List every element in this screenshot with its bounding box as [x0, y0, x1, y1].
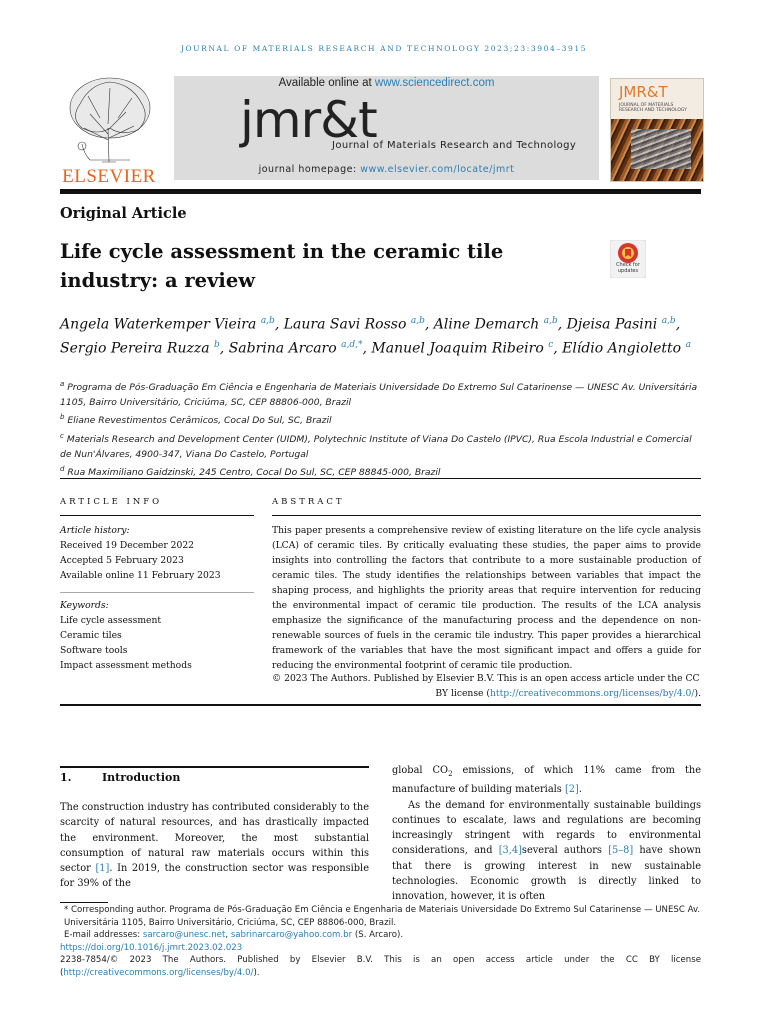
author-separator: ,	[219, 340, 229, 357]
section-number: 1.	[60, 771, 72, 784]
affiliation-key: c	[60, 431, 64, 440]
author-affiliation-marker[interactable]: a,b	[661, 316, 676, 326]
footnote-rule	[60, 902, 108, 903]
elsevier-wordmark: ELSEVIER	[62, 166, 156, 187]
author-name: Sabrina Arcaro	[228, 340, 342, 357]
cover-image-overlay	[631, 129, 691, 169]
author-affiliation-marker[interactable]: a,b	[543, 316, 558, 326]
jmrt-logo: jmr&t	[240, 91, 377, 149]
email-link[interactable]: sabrinarcaro@yahoo.com.br	[230, 930, 353, 941]
affiliation-item	[60, 410, 700, 428]
article-type: Original Article	[60, 205, 187, 222]
affiliation-key: b	[60, 413, 65, 422]
author-name: Aline Demarch	[433, 316, 544, 333]
available-online	[174, 77, 599, 89]
author-name: Djeisa Pasini	[566, 316, 662, 333]
keywords	[60, 598, 254, 673]
header-rule	[60, 189, 701, 194]
email-suffix: (S. Arcaro).	[352, 930, 404, 941]
cover-title: JMR&T	[619, 83, 668, 101]
section-title: Introduction	[102, 771, 181, 784]
license-suffix: ).	[253, 967, 260, 978]
section-rule	[60, 704, 701, 706]
author-separator: ,	[424, 316, 434, 333]
citation-link[interactable]: [2]	[564, 784, 579, 796]
affiliation-key: a	[60, 380, 65, 388]
abstract-rule	[272, 515, 701, 516]
sciencedirect-link[interactable]: www.sciencedirect.com	[374, 77, 495, 89]
available-date: Available online 11 February 2023	[60, 570, 221, 581]
keyword-item: Ceramic tiles	[60, 630, 122, 641]
article-info-heading: ARTICLE INFO	[60, 497, 163, 507]
paper-title: Life cycle assessment in the ceramic tile industry: a review	[60, 240, 504, 292]
affiliations	[60, 377, 700, 480]
affiliation-text: Programa de Pós-Graduação Em Ciência e Engenharia de Materiais Universidade Do Extremo Sul Catarinense — UNESC Av. Universitária 1105, Bairro Universitário, Criciúma, SC, CEP 88806-000, Brazil	[60, 382, 698, 409]
section-rule	[60, 478, 701, 479]
footnotes	[60, 904, 701, 980]
author-affiliation-marker[interactable]: a,d,*	[341, 339, 363, 350]
doi-link[interactable]: https://doi.org/10.1016/j.jmrt.2023.02.023	[60, 942, 243, 953]
available-online-label: Available online at	[278, 77, 375, 89]
license-suffix: ).	[694, 688, 701, 699]
keyword-item: Impact assessment methods	[60, 660, 192, 671]
author-separator: ,	[557, 316, 567, 333]
keywords-rule	[60, 592, 254, 593]
author-separator: ,	[362, 340, 372, 357]
journal-banner	[174, 76, 599, 180]
abstract-heading: ABSTRACT	[272, 497, 345, 507]
introduction-heading	[60, 771, 180, 784]
author-name: Manuel Joaquim Ribeiro	[371, 340, 549, 357]
author-affiliation-marker[interactable]: a	[685, 339, 691, 350]
journal-homepage	[174, 164, 599, 175]
body-column-left	[60, 800, 369, 892]
email-link[interactable]: sarcaro@unesc.net	[142, 930, 226, 941]
paragraph	[392, 765, 701, 795]
paragraph-text: several authors	[521, 845, 609, 857]
license-link[interactable]: http://creativecommons.org/licenses/by/4.0/	[63, 967, 254, 978]
paragraph-text: The construction industry has contributed considerably to the scarcity of natural resources, and has drastically impacted the environment. Moreover, the most substantial consumption of natural raw materials occurs within this sector	[60, 802, 369, 875]
author-affiliation-marker[interactable]: a,b	[260, 316, 275, 326]
article-info-rule	[60, 515, 254, 516]
received-date: Received 19 December 2022	[60, 540, 195, 551]
body-column-right	[392, 763, 701, 905]
abstract-copyright	[272, 671, 701, 701]
affiliation-item	[60, 377, 700, 410]
affiliation-text: Materials Research and Development Center (UIDM), Polytechnic Institute of Viana Do Castelo (IPVC), Rua Escola Industrial e Comercial de Nun'Álvares, 4900-347, Viana Do Castelo, Portugal	[60, 433, 692, 460]
article-history	[60, 523, 254, 583]
license-prefix: 2238-7854/© 2023 The Authors. Published by Elsevier B.V. This is an open access article under the CC BY license (	[60, 955, 701, 978]
cover-subtitle: JOURNAL OF MATERIALS RESEARCH AND TECHNOLOGY	[619, 103, 687, 113]
author-name: Elídio Angioletto	[562, 340, 686, 357]
author-list	[60, 311, 700, 358]
email-addresses	[60, 929, 701, 942]
paragraph-text: have shown that there is growing interest in new sustainable technologies. Economic growth is directly linked to innovation, however, it is often	[392, 845, 701, 903]
check-for-updates-label[interactable]: Check for updates	[616, 262, 640, 274]
paragraph-text: global CO	[392, 765, 449, 776]
author-name: Angela Waterkemper Vieira	[60, 316, 261, 333]
email-separator: ,	[225, 930, 231, 941]
affiliation-text: Rua Maximiliano Gaidzinski, 245 Centro, Cocal Do Sul, SC, CEP 88845-000, Brazil	[64, 467, 441, 479]
abstract-text: This paper presents a comprehensive review of existing literature on the life cycle analysis (LCA) of ceramic tiles. By critically evaluating these studies, the paper aims to provide insights into controlling the factors that contribute to a more sustainable production of ceramic tiles. The study identifies the relationships between variables that impact the shaping process, and highlights the priority areas that require intervention for reducing the environmental impact of ceramic tile production. The results of the LCA analysis emphasize the significance of the manufacturing process and the dependence on non-renewable sources of fuels in the ceramic tile industry. This paper provides a hierarchical framework of the variables that have the most significant impact and offers a guide for reducing the environmental footprint of ceramic tile production.	[272, 525, 701, 671]
affiliation-text: Eliane Revestimentos Cerâmicos, Cocal Do Sul, SC, Brazil	[64, 415, 332, 427]
author-separator: ,	[274, 316, 284, 333]
author-name: Laura Savi Rosso	[283, 316, 411, 333]
author-name: Sergio Pereira Ruzza	[60, 340, 215, 357]
author-affiliation-marker[interactable]: c	[548, 339, 554, 350]
subscript: 2	[448, 769, 453, 778]
copyright-line: © 2023 The Authors. Published by Elsevier B.V. This is an open access article under the CC	[272, 673, 700, 684]
running-header: JOURNAL OF MATERIALS RESEARCH AND TECHNOLOGY 2023;23:3904–3915	[180, 44, 588, 53]
journal-full-name: Journal of Materials Research and Technology	[332, 140, 577, 151]
keywords-label: Keywords:	[60, 600, 109, 611]
paragraph-text: emissions, of which 11% came from the manufacture of building materials	[392, 765, 701, 796]
license-note	[60, 954, 701, 979]
affiliation-key: d	[60, 465, 65, 474]
citation-link[interactable]: [5–8]	[608, 845, 634, 857]
homepage-label: journal homepage:	[258, 164, 361, 175]
history-label: Article history:	[60, 525, 130, 536]
paragraph-text: .	[578, 784, 582, 796]
copyright-license	[272, 686, 701, 701]
email-label: E-mail addresses:	[64, 930, 143, 941]
paragraph	[392, 798, 701, 905]
license-prefix: BY license (	[435, 688, 490, 699]
journal-cover-thumbnail	[610, 78, 704, 182]
citation-link[interactable]: [1]	[95, 863, 110, 875]
homepage-link[interactable]: www.elsevier.com/locate/jmrt	[360, 164, 515, 175]
corresponding-author-note: * Corresponding author. Programa de Pós-Graduação Em Ciência e Engenharia de Materiais Universidade Do Extremo Sul Catarinense — UNESC Av. Universitária 1105, Bairro Universitário, Criciúma, SC, CEP 88806-000, Brazil.	[64, 905, 701, 928]
keyword-item: Life cycle assessment	[60, 615, 162, 626]
author-separator: ,	[553, 340, 563, 357]
author-separator: ,	[675, 316, 681, 333]
paragraph-text: . In 2019, the construction sector was responsible for 39% of the	[60, 863, 369, 890]
license-link[interactable]: http://creativecommons.org/licenses/by/4.0/	[490, 688, 695, 699]
keyword-item: Software tools	[60, 645, 128, 656]
paragraph-text: As the demand for environmentally sustainable buildings continues to escalate, laws and regulations are becoming increasingly stringent with regards to environmental considerations, and	[392, 799, 701, 857]
affiliation-item	[60, 429, 700, 462]
author-affiliation-marker[interactable]: a,b	[410, 316, 425, 326]
intro-rule	[60, 766, 369, 768]
citation-link[interactable]: [3,4]	[498, 845, 522, 857]
accepted-date: Accepted 5 February 2023	[60, 555, 184, 566]
author-affiliation-marker[interactable]: b	[214, 339, 220, 350]
